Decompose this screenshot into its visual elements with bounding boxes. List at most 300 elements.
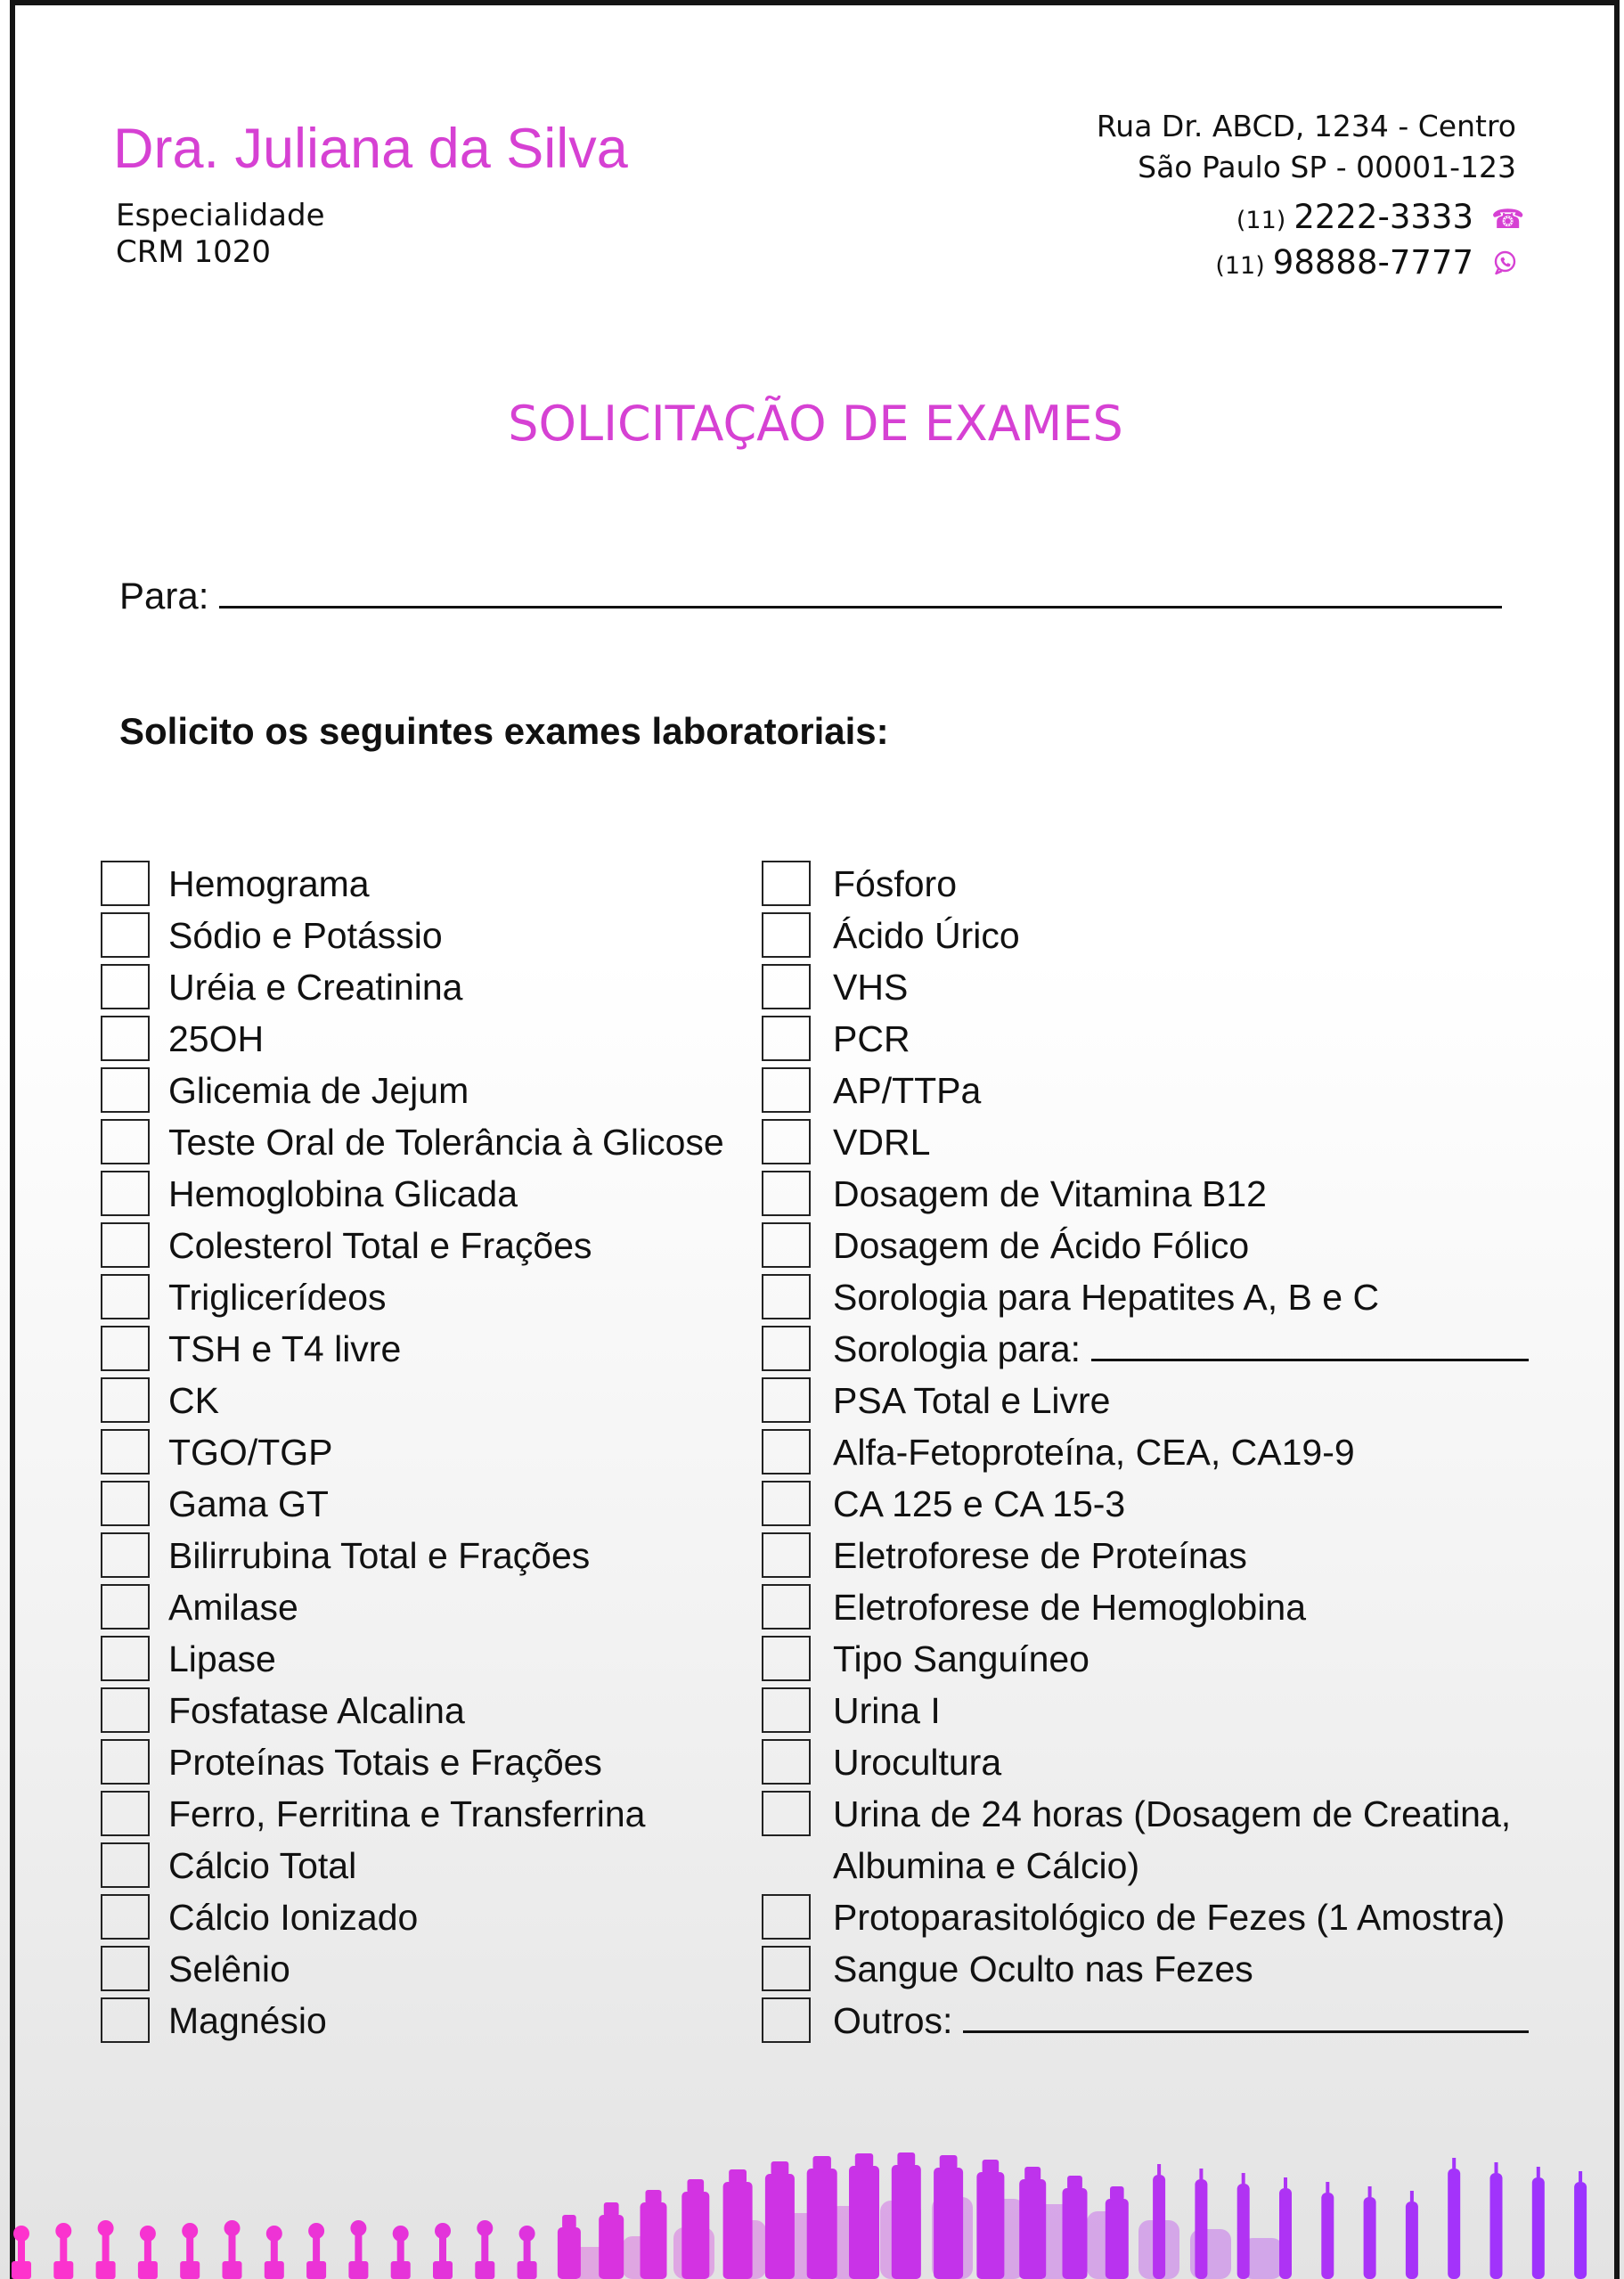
exam-item (762, 1426, 1563, 1478)
exam-list-left (101, 858, 751, 2046)
vial-body (934, 2168, 963, 2279)
decor-vial (1406, 2191, 1418, 2279)
exam-label-group (833, 1478, 1125, 1530)
decor-vial (1574, 2171, 1587, 2279)
exam-label: Gama GT (168, 1483, 329, 1524)
exam-label-group (168, 1271, 387, 1323)
exam-item (762, 1530, 1563, 1581)
exam-label-continuation: Albumina e Cálcio) (833, 1845, 1140, 1886)
vial-neck (271, 2238, 278, 2263)
vial-cap (98, 2220, 114, 2236)
exam-checkbox[interactable] (101, 1739, 150, 1785)
vial-tip (1368, 2186, 1372, 2197)
exam-label-group (168, 1891, 418, 1943)
vial-cap (140, 2226, 156, 2242)
doctor-specialty: Especialidade (116, 198, 325, 233)
vial-body (1532, 2177, 1545, 2279)
exam-item (101, 1013, 751, 1065)
exam-checkbox[interactable] (762, 861, 811, 906)
decor-vial (934, 2155, 963, 2279)
exam-label-group (833, 1323, 1529, 1375)
decor-vial (1153, 2164, 1165, 2279)
vial-cap (266, 2226, 282, 2242)
exam-item (101, 1375, 751, 1426)
exam-label: Fósforo (833, 863, 957, 904)
vial-body (1195, 2179, 1207, 2279)
exam-label: Amilase (168, 1587, 298, 1628)
exam-item (101, 858, 751, 910)
vial-body (96, 2261, 116, 2279)
exam-item (101, 1168, 751, 1220)
exam-item (762, 1995, 1563, 2046)
exam-checkbox[interactable] (101, 1119, 150, 1164)
vial-body (976, 2172, 1004, 2279)
exam-label: CK (168, 1380, 219, 1421)
vial-cap (519, 2226, 535, 2242)
vial-cap (983, 2160, 1000, 2174)
exam-checkbox[interactable] (101, 1429, 150, 1474)
exam-label: Ácido Úrico (833, 915, 1020, 956)
exam-item (101, 1788, 751, 1840)
exam-label-group (833, 1168, 1267, 1220)
doctor-crm: CRM 1020 (116, 234, 272, 270)
exam-item (101, 1271, 751, 1323)
vial-body (1321, 2193, 1334, 2279)
decor-vial (138, 2226, 158, 2279)
exam-label: TSH e T4 livre (168, 1328, 402, 1369)
exam-checkbox[interactable] (762, 912, 811, 958)
exam-label-group (168, 1530, 590, 1581)
doctor-name: Dra. Juliana da Silva (113, 118, 628, 180)
vial-neck (481, 2233, 488, 2263)
vial-tip (1199, 2169, 1203, 2179)
exam-checkbox[interactable] (101, 1584, 150, 1630)
vial-body (1237, 2184, 1250, 2279)
exam-checkbox[interactable] (762, 1997, 811, 2043)
exam-label: Hemoglobina Glicada (168, 1173, 518, 1214)
vial-cap (855, 2153, 873, 2168)
exam-checkbox[interactable] (101, 1636, 150, 1681)
exam-checkbox[interactable] (101, 1481, 150, 1526)
whatsapp-row (1215, 240, 1518, 285)
exam-checkbox[interactable] (762, 1636, 811, 1681)
vial-body (391, 2261, 411, 2279)
exam-label-group (168, 1065, 469, 1116)
vial-cap (1024, 2167, 1041, 2181)
address-line-2: São Paulo SP - 00001-123 (1138, 150, 1516, 184)
exam-checkbox[interactable] (762, 1946, 811, 1991)
exam-label: Hemograma (168, 863, 370, 904)
exam-item (762, 961, 1563, 1013)
exam-item (762, 1788, 1563, 1891)
vial-body (475, 2261, 494, 2279)
exam-item (101, 1116, 751, 1168)
exam-item (762, 1013, 1563, 1065)
exam-label-group (168, 910, 443, 961)
exam-item (762, 1581, 1563, 1633)
exam-checkbox[interactable] (762, 1377, 811, 1423)
exam-label: VHS (833, 967, 909, 1008)
fill-in-blank-line[interactable] (963, 2004, 1529, 2033)
exam-list-right (762, 858, 1563, 2046)
exam-label-group (833, 961, 908, 1013)
decor-vial (1321, 2182, 1334, 2279)
exam-label: Outros: (833, 2000, 953, 2041)
exam-label-group (168, 1633, 276, 1685)
exam-item (101, 1426, 751, 1478)
exam-item (101, 1581, 751, 1633)
exam-item (101, 1478, 751, 1530)
exam-label-group (833, 1065, 981, 1116)
vial-cap (182, 2223, 198, 2239)
exam-checkbox[interactable] (101, 1791, 150, 1836)
exam-checkbox[interactable] (101, 1946, 150, 1991)
vial-body (1574, 2182, 1587, 2279)
exam-label: Cálcio Total (168, 1845, 357, 1886)
exam-label-group (833, 910, 1020, 961)
exam-checkbox[interactable] (762, 1222, 811, 1268)
exam-checkbox[interactable] (101, 1171, 150, 1216)
phone-icon: ☎ (1491, 204, 1525, 235)
phone-number: 2222-3333 (1293, 198, 1473, 236)
exam-label-group (833, 1633, 1089, 1685)
exam-checkbox[interactable] (762, 1274, 811, 1319)
exam-item (101, 1840, 751, 1891)
exam-label-group (833, 1995, 1529, 2046)
vial-cap (308, 2223, 324, 2239)
vial-tip (1157, 2164, 1161, 2175)
vial-body (681, 2192, 709, 2279)
vial-neck (397, 2238, 404, 2263)
vial-neck (186, 2235, 193, 2263)
exam-label-group (833, 1013, 910, 1065)
exam-item (762, 1323, 1563, 1375)
vial-cap (1110, 2186, 1124, 2201)
exam-item (101, 1685, 751, 1736)
exam-label: VDRL (833, 1122, 931, 1163)
exam-checkbox[interactable] (762, 1584, 811, 1630)
vial-tip (1410, 2191, 1414, 2201)
exam-label: TGO/TGP (168, 1432, 333, 1473)
vial-body (1153, 2175, 1165, 2279)
exam-label-group (833, 1685, 941, 1736)
exam-item (762, 1116, 1563, 1168)
contact-phones (1215, 194, 1525, 285)
exam-checkbox[interactable] (101, 1016, 150, 1061)
decor-vial (433, 2223, 453, 2279)
vial-cap (646, 2190, 662, 2204)
exam-checkbox[interactable] (101, 1842, 150, 1888)
exam-label-group (833, 1426, 1355, 1478)
exam-label-group (168, 1736, 602, 1788)
exam-item (762, 1633, 1563, 1685)
exam-label: Proteínas Totais e Frações (168, 1742, 602, 1783)
phone-area-code: (11) (1236, 207, 1286, 234)
exam-label-group (168, 1426, 333, 1478)
vial-body (558, 2227, 581, 2279)
whatsapp-number: 98888-7777 (1272, 243, 1473, 282)
exam-label-group (168, 1323, 401, 1375)
decor-vials (0, 2145, 1624, 2279)
decor-vial (723, 2169, 753, 2279)
exam-checkbox[interactable] (101, 912, 150, 958)
exam-checkbox[interactable] (762, 964, 811, 1009)
vial-body (1490, 2173, 1503, 2279)
exam-label: Urina de 24 horas (Dosagem de Creatina, (833, 1793, 1512, 1834)
exam-checkbox[interactable] (101, 1222, 150, 1268)
vial-tip (1326, 2182, 1329, 2193)
decor-vial (1063, 2176, 1088, 2279)
exam-label: Dosagem de Ácido Fólico (833, 1225, 1250, 1266)
exam-label-group (168, 1685, 465, 1736)
decor-vial (518, 2226, 537, 2279)
vial-tip (1537, 2167, 1540, 2177)
vial-neck (60, 2235, 67, 2263)
vial-body (641, 2202, 667, 2279)
vial-tip (1452, 2158, 1456, 2169)
exam-label: Lipase (168, 1638, 276, 1679)
decor-vial (765, 2161, 795, 2279)
exam-label: Teste Oral de Tolerância à Glicose (168, 1122, 724, 1163)
exam-checkbox[interactable] (101, 1532, 150, 1578)
exam-label-group (833, 1116, 930, 1168)
exam-label: Urina I (833, 1690, 941, 1731)
exam-label: PSA Total e Livre (833, 1380, 1111, 1421)
exam-checkbox[interactable] (101, 964, 150, 1009)
exam-item (101, 1995, 751, 2046)
decor-vial (1532, 2167, 1545, 2279)
vial-cap (604, 2202, 619, 2217)
exam-item (101, 1736, 751, 1788)
exam-label-group (833, 858, 957, 910)
vial-neck (355, 2233, 362, 2263)
decor-vial (892, 2152, 921, 2279)
exam-label: Triglicerídeos (168, 1277, 387, 1318)
exam-label: Eletroforese de Hemoglobina (833, 1587, 1307, 1628)
address-line-1: Rua Dr. ABCD, 1234 - Centro (1096, 109, 1516, 143)
exam-label-group (833, 1581, 1306, 1633)
vial-cap (688, 2179, 705, 2193)
vial-body (1448, 2169, 1460, 2279)
exam-item (762, 1685, 1563, 1736)
vial-body (433, 2261, 453, 2279)
exam-label: Sangue Oculto nas Fezes (833, 1948, 1253, 1989)
vial-body (723, 2182, 753, 2279)
exam-item (762, 1891, 1563, 1943)
vial-tip (1284, 2177, 1287, 2188)
vial-body (599, 2215, 624, 2279)
exam-label: Bilirrubina Total e Frações (168, 1535, 591, 1576)
vial-body (223, 2261, 242, 2279)
vial-neck (229, 2233, 236, 2263)
vial-body (1279, 2188, 1292, 2279)
vial-body (892, 2165, 921, 2279)
exam-item (762, 1943, 1563, 1995)
exam-checkbox[interactable] (762, 1429, 811, 1474)
clinic-address (1097, 106, 1516, 188)
vial-body (265, 2261, 284, 2279)
decor-vial (265, 2226, 284, 2279)
phone-row (1215, 194, 1525, 240)
exam-label-group (168, 1013, 264, 1065)
exam-label: Sódio e Potássio (168, 915, 443, 956)
exam-label: CA 125 e CA 15-3 (833, 1483, 1126, 1524)
exam-label-group (833, 1530, 1247, 1581)
decor-vial (53, 2223, 73, 2279)
decor-vial (1364, 2186, 1376, 2279)
exam-item (101, 1943, 751, 1995)
exam-label: Alfa-Fetoproteína, CEA, CA19-9 (833, 1432, 1355, 1473)
exam-checkbox[interactable] (101, 1997, 150, 2043)
exam-checkbox[interactable] (762, 1016, 811, 1061)
vial-cap (1067, 2176, 1082, 2190)
decor-vial (641, 2190, 667, 2279)
exam-item (762, 1065, 1563, 1116)
vial-cap (55, 2223, 71, 2239)
exam-checkbox[interactable] (101, 1687, 150, 1733)
decor-vial (976, 2160, 1004, 2279)
vial-neck (18, 2238, 25, 2263)
exam-item (762, 1736, 1563, 1788)
exam-item (762, 1478, 1563, 1530)
vial-body (53, 2261, 73, 2279)
decor-vial (223, 2220, 242, 2279)
vial-tip (1242, 2173, 1245, 2184)
decor-vial (1106, 2186, 1129, 2279)
vial-body (138, 2261, 158, 2279)
decor-vial (180, 2223, 200, 2279)
vial-body (1406, 2201, 1418, 2279)
vial-body (849, 2166, 879, 2279)
vial-neck (313, 2235, 320, 2263)
vial-cap (771, 2161, 789, 2176)
vial-cap (477, 2220, 493, 2236)
vial-cap (13, 2226, 29, 2242)
decor-vial (681, 2179, 709, 2279)
exam-label: PCR (833, 1018, 910, 1059)
exam-item (762, 1375, 1563, 1426)
exam-label-group (168, 1168, 518, 1220)
vial-cap (897, 2152, 915, 2167)
recipient-blank-line[interactable] (219, 579, 1502, 609)
decor-vial (1237, 2173, 1250, 2279)
decor-vial (599, 2202, 624, 2279)
exam-item (762, 858, 1563, 910)
decor-vial (12, 2226, 31, 2279)
exam-item (101, 1323, 751, 1375)
exam-checkbox[interactable] (101, 1274, 150, 1319)
vial-cap (224, 2220, 241, 2236)
exam-checkbox[interactable] (762, 1326, 811, 1371)
exam-label-group (833, 1736, 1001, 1788)
decor-vial (807, 2156, 837, 2279)
vial-body (348, 2261, 368, 2279)
exam-checkbox[interactable] (762, 1894, 811, 1940)
decor-vial (348, 2220, 368, 2279)
vial-body (306, 2261, 326, 2279)
exam-checkbox[interactable] (101, 1326, 150, 1371)
doctor-info (116, 198, 324, 271)
page-title: SOLICITAÇÃO DE EXAMES (508, 396, 1123, 452)
exam-label: Glicemia de Jejum (168, 1070, 469, 1111)
whatsapp-area-code: (11) (1215, 252, 1265, 280)
exam-checkbox[interactable] (762, 1067, 811, 1113)
vial-neck (102, 2233, 110, 2263)
exam-item (101, 961, 751, 1013)
exam-label-group (168, 1788, 645, 1840)
vial-body (180, 2261, 200, 2279)
exam-label: 25OH (168, 1018, 265, 1059)
exam-checkbox[interactable] (762, 1791, 811, 1836)
exam-label-group (833, 1220, 1249, 1271)
exam-item (101, 1530, 751, 1581)
exam-label-group (168, 1478, 329, 1530)
exam-label-group (168, 1581, 298, 1633)
exam-label-group (833, 1271, 1379, 1323)
vial-tip (1579, 2171, 1582, 2182)
exam-label: AP/TTPa (833, 1070, 982, 1111)
vial-cap (393, 2226, 409, 2242)
exam-checkbox[interactable] (762, 1119, 811, 1164)
decor-vial (96, 2220, 116, 2279)
recipient-field (119, 569, 1502, 623)
decor-vial (1448, 2158, 1460, 2279)
exam-checkbox[interactable] (101, 1377, 150, 1423)
exam-checkbox[interactable] (762, 1687, 811, 1733)
vial-tip (1495, 2162, 1498, 2173)
exam-label: Ferro, Ferritina e Transferrina (168, 1793, 646, 1834)
vial-body (518, 2261, 537, 2279)
vial-cap (729, 2169, 747, 2184)
decor-vial (306, 2223, 326, 2279)
exam-checkbox[interactable] (101, 1067, 150, 1113)
vial-body (765, 2174, 795, 2279)
exam-checkbox[interactable] (762, 1171, 811, 1216)
exam-checkbox[interactable] (762, 1481, 811, 1526)
fill-in-blank-line[interactable] (1091, 1332, 1529, 1361)
exam-item (101, 1633, 751, 1685)
exam-label: Selênio (168, 1948, 290, 1989)
exam-checkbox[interactable] (101, 1894, 150, 1940)
vial-neck (524, 2238, 531, 2263)
exam-request-heading: Solicito os seguintes exames laboratoriais: (119, 710, 889, 752)
exam-item (762, 1168, 1563, 1220)
exam-label-group (833, 1788, 1511, 1891)
exam-checkbox[interactable] (762, 1739, 811, 1785)
exam-label: Eletroforese de Proteínas (833, 1535, 1247, 1576)
decor-vial (1019, 2167, 1046, 2279)
vial-cap (562, 2215, 576, 2229)
recipient-label: Para: (119, 575, 209, 617)
vial-cap (813, 2156, 831, 2170)
decor-vial (849, 2153, 879, 2279)
decor-vial (391, 2226, 411, 2279)
exam-label-group (168, 858, 370, 910)
whatsapp-icon (1491, 249, 1518, 276)
exam-label-group (168, 961, 462, 1013)
exam-label: Sorologia para Hepatites A, B e C (833, 1277, 1380, 1318)
exam-item (762, 1271, 1563, 1323)
exam-item (101, 1891, 751, 1943)
vial-cap (435, 2223, 451, 2239)
exam-label-group (168, 1840, 356, 1891)
vial-body (1364, 2197, 1376, 2279)
exam-checkbox[interactable] (101, 861, 150, 906)
exam-checkbox[interactable] (762, 1532, 811, 1578)
vial-cap (940, 2155, 958, 2169)
exam-label-group (168, 1375, 219, 1426)
vial-body (1019, 2179, 1046, 2279)
